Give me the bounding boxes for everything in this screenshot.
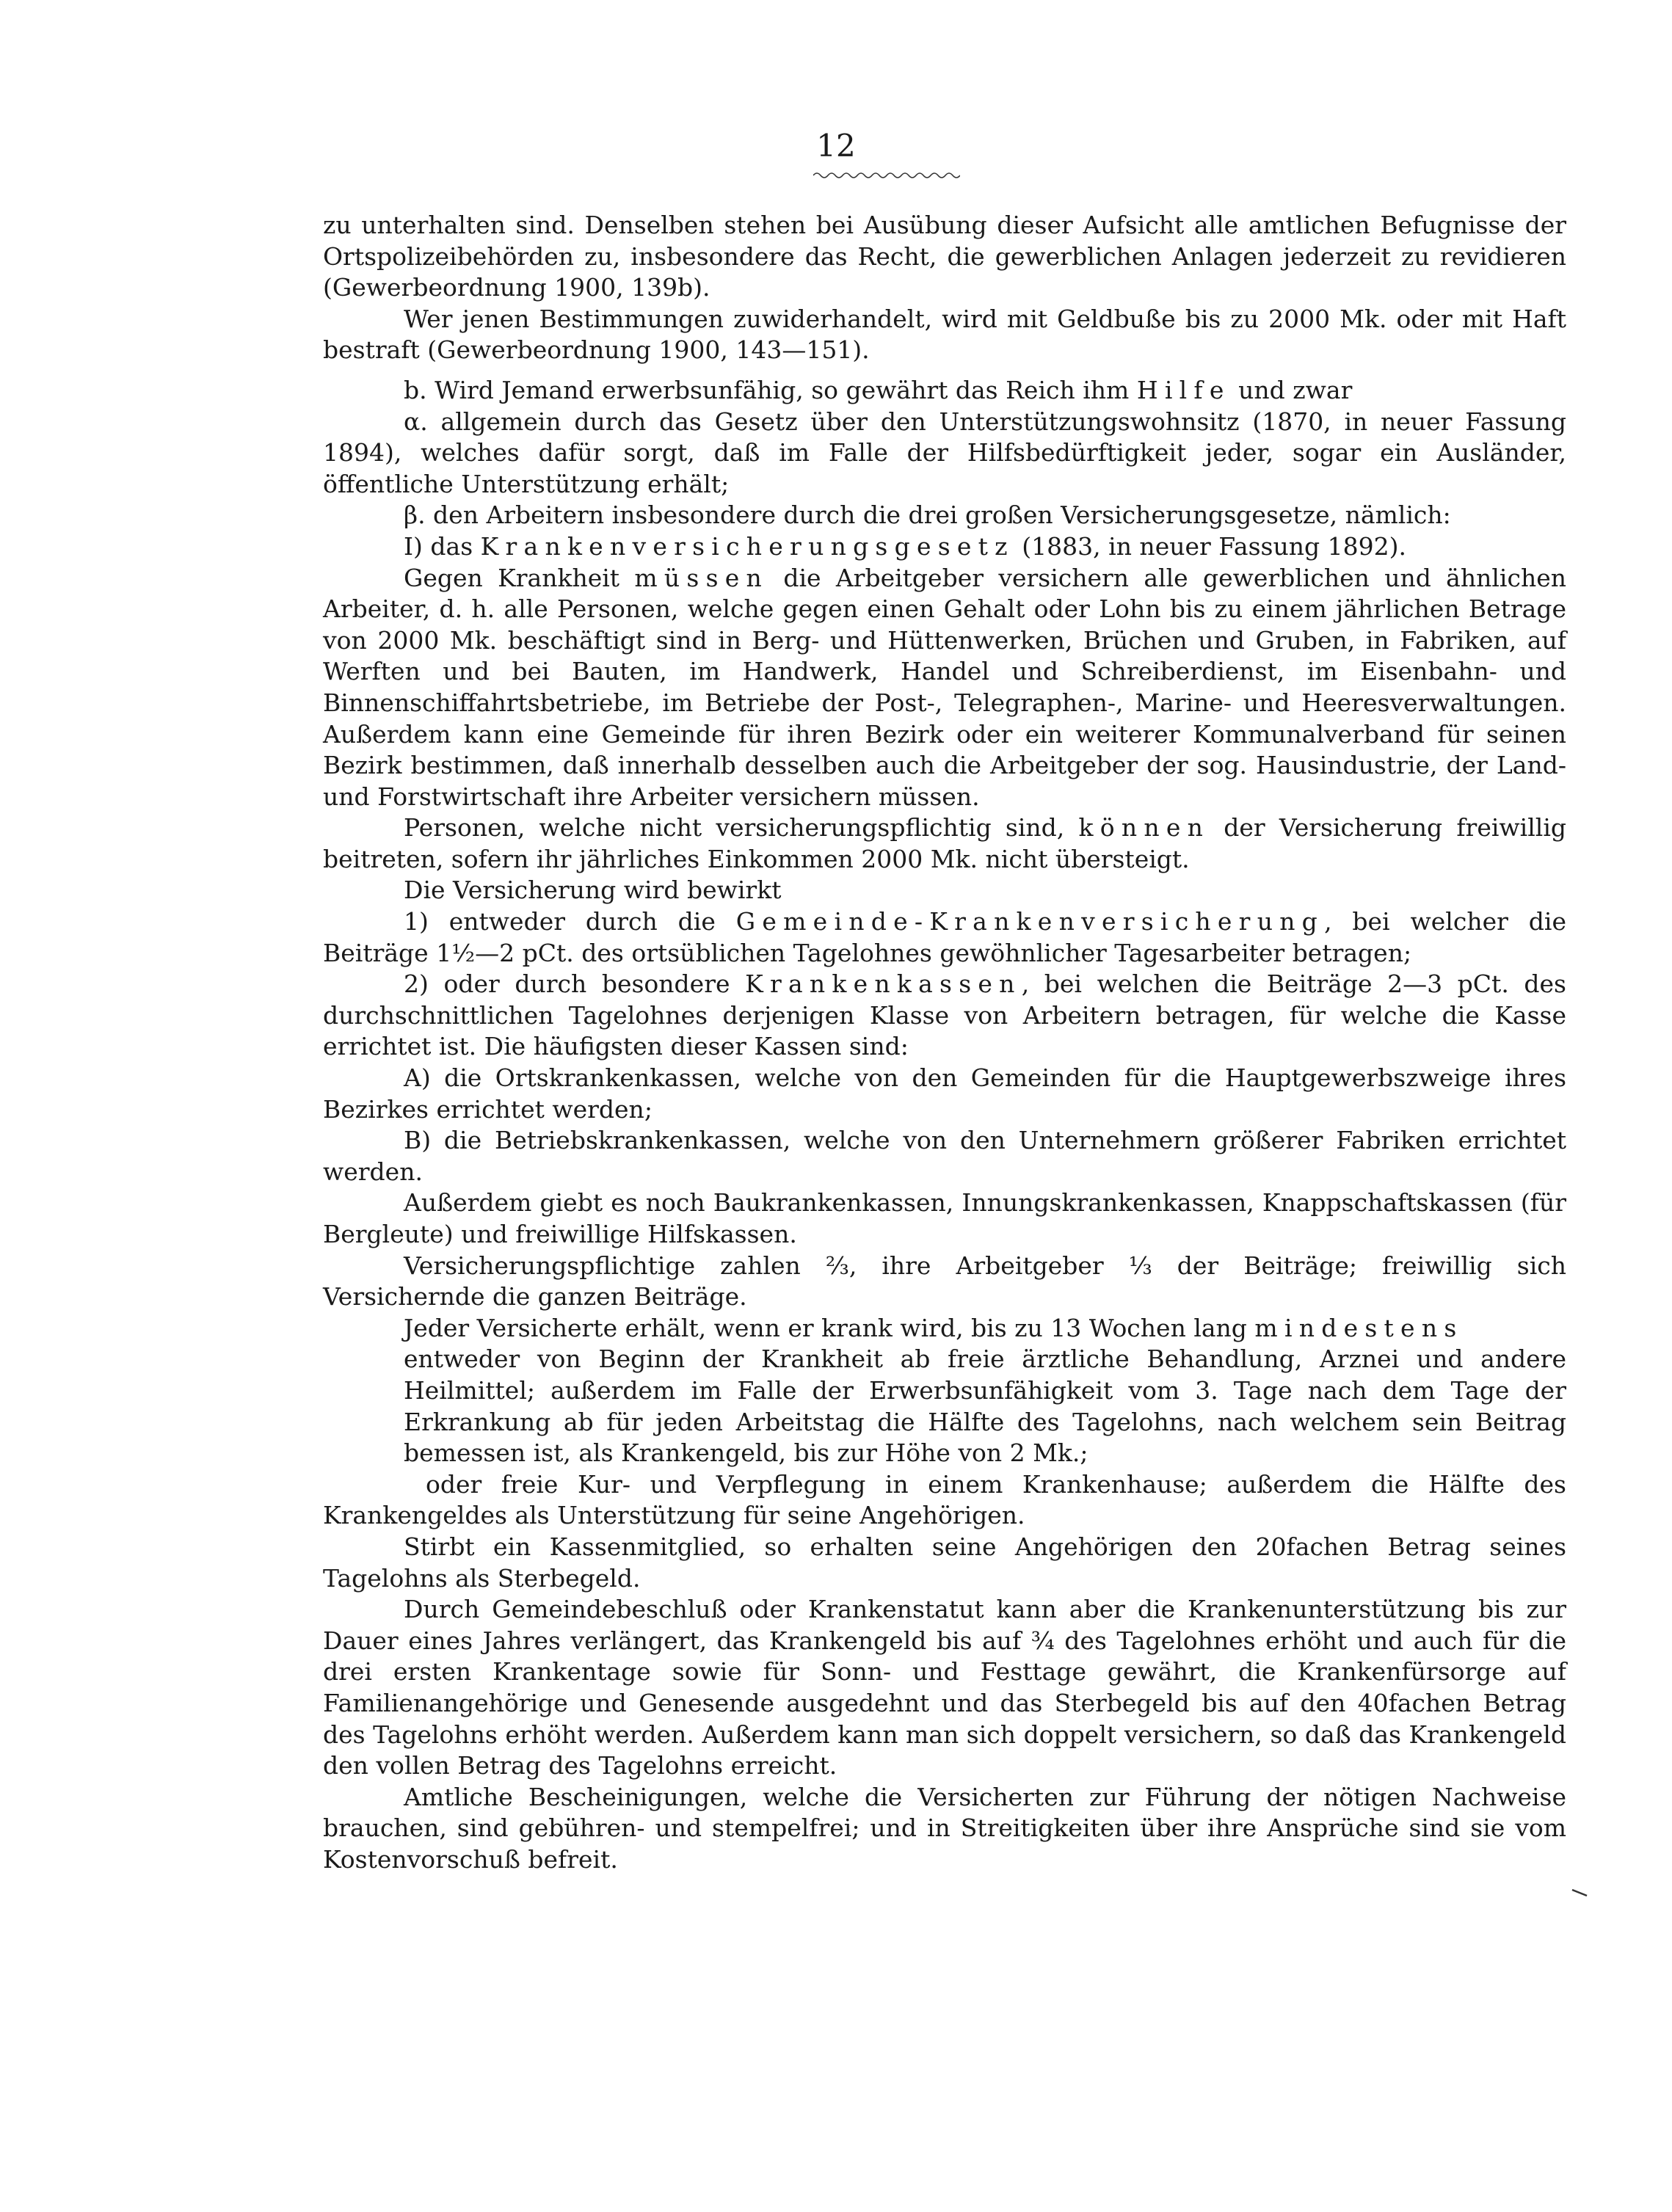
paragraph-hospital: oder freie Kur- und Verpflegung in einem Krankenhause; außerdem die Hälfte des Krankengeldes als Unterstützung für seine Angehörigen. <box>323 1469 1566 1530</box>
paragraph-alpha: α. allgemein durch das Gesetz über den Unterstützungswohnsitz (1870, in neuer Fassung 1894), welches dafür sorgt, daß im Falle der Hilfsbedürftigkeit jeder, sogar ein Ausländer, öffentliche Unterstützung erhält; <box>323 407 1566 498</box>
paragraph-benefit-options: entweder von Beginn der Krankheit ab freie ärztliche Behandlung, Arznei und andere Heilmittel; außerdem im Falle der Erwerbsunfähigkeit vom 3. Tage nach dem Tage der Erkrankung ab für jeden Arbeitstag die Hälfte des Tagelohns, nach welchem sein Beitrag bemessen ist, als Krankengeld, bis zur Höhe von 2 Mk.; <box>404 1345 1566 1468</box>
paragraph-penalty: Wer jenen Bestimmungen zuwiderhandelt, wird mit Geldbuße bis zu 2000 Mk. oder mit Haft bestraft (Gewerbeordnung 1900, 143—151). <box>323 304 1566 365</box>
item-a: A) die Ortskrankenkassen, welche von den Gemeinden für die Hauptgewerbszweige ihres Bezirkes errichtet werden; <box>323 1063 1566 1124</box>
paragraph-certificates: Amtliche Bescheinigungen, welche die Versicherten zur Führung der nötigen Nachweise brauchen, sind gebühren- und stempelfrei; und in Streitigkeiten über ihre Ansprüche sind sie vom Kostenvorschuß befreit. <box>323 1782 1566 1874</box>
heading-law-1: I) das Krankenversicherungsgesetz (1883, in neuer Fassung 1892). <box>404 531 1406 561</box>
paragraph-beta: β. den Arbeitern insbesondere durch die drei großen Versicherungsgesetze, nämlich: <box>404 501 1451 530</box>
decorative-flourish <box>813 170 960 181</box>
item-2: 2) oder durch besondere Krankenkassen, bei welchen die Beiträge 2—3 pCt. des durchschnittlichen Tagelohnes derjenigen Klasse von Arbeitern betragen, für welche die Kasse errichtet ist. Die häufigsten dieser Kassen sind: <box>323 969 1566 1061</box>
page-number: 12 <box>816 128 856 164</box>
paragraph-voluntary: Personen, welche nicht versicherungspflichtig sind, können der Versicherung freiwillig beitreten, sofern ihr jährliches Einkommen 2000 Mk. nicht übersteigt. <box>323 813 1567 873</box>
paragraph-contributions: Versicherungspflichtige zahlen ⅔, ihre Arbeitgeber ⅓ der Beiträge; freiwillig sich Versichernde die ganzen Beiträge. <box>323 1251 1566 1311</box>
margin-mark <box>1571 1888 1588 1898</box>
item-1: 1) entweder durch die Gemeinde-Krankenversicherung, bei welcher die Beiträge 1½—2 pCt. des ortsüblichen Tagelohnes gewöhnlicher Tagesarbeiter betragen; <box>323 907 1566 967</box>
paragraph-supervision: zu unterhalten sind. Denselben stehen bei Ausübung dieser Aufsicht alle amtlichen Befugnisse der Ortspolizeibehörden zu, insbesondere das Recht, die gewerblichen Anlagen jederzeit zu revidieren (Gewerbeordnung 1900, 139b). <box>323 211 1566 302</box>
paragraph-effected: Die Versicherung wird bewirkt <box>404 876 782 905</box>
paragraph-death: Stirbt ein Kassenmitglied, so erhalten seine Angehörigen den 20fachen Betrag seines Tagelohns als Sterbegeld. <box>323 1532 1566 1593</box>
item-b: B) die Betriebskrankenkassen, welche von den Unternehmern größerer Fabriken errichtet werden. <box>323 1126 1566 1186</box>
body-text <box>323 210 1566 1875</box>
paragraph-insured-workers: Gegen Krankheit müssen die Arbeitgeber versichern alle gewerblichen und ähnlichen Arbeiter, d. h. alle Personen, welche gegen einen Gehalt oder Lohn bis zu einem jährlichen Betrage von 2000 Mk. beschäftigt sind in Berg- und Hüttenwerken, Brüchen und Gruben, in Fabriken, auf Werften und bei Bauten, im Handwerk, Handel und Schreiberdienst, im Eisenbahn- und Binnenschiffahrtsbetriebe, im Betriebe der Post-, Telegraphen-, Marine- und Heeresverwaltungen. Außerdem kann eine Gemeinde für ihren Bezirk oder ein weiterer Kommunalverband für seinen Bezirk bestimmen, daß innerhalb desselben auch die Arbeitgeber der sog. Hausindustrie, der Land- und Forstwirtschaft ihre Arbeiter versichern müssen. <box>323 563 1566 811</box>
paragraph-extension: Durch Gemeindebeschluß oder Krankenstatut kann aber die Krankenunterstützung bis zur Dauer eines Jahres verlängert, das Krankengeld bis auf ¾ des Tagelohnes erhöht und auch für die drei ersten Krankentage sowie für Sonn- und Festtage gewährt, die Krankenfürsorge auf Familienangehörige und Genesende ausgedehnt und das Sterbegeld bis auf den 40fachen Betrag des Tagelohns erhöht werden. Außerdem kann man sich doppelt versichern, so daß das Krankengeld den vollen Betrag des Tagelohns erreicht. <box>323 1595 1566 1780</box>
paragraph-other-funds: Außerdem giebt es noch Baukrankenkassen, Innungskrankenkassen, Knappschaftskassen (für Bergleute) und freiwillige Hilfskassen. <box>323 1188 1566 1248</box>
paragraph-b: b. Wird Jemand erwerbsunfähig, so gewährt das Reich ihm Hilfe und zwar <box>404 375 1353 404</box>
paragraph-benefits: Jeder Versicherte erhält, wenn er krank wird, bis zu 13 Wochen lang mindestens <box>404 1313 1464 1342</box>
